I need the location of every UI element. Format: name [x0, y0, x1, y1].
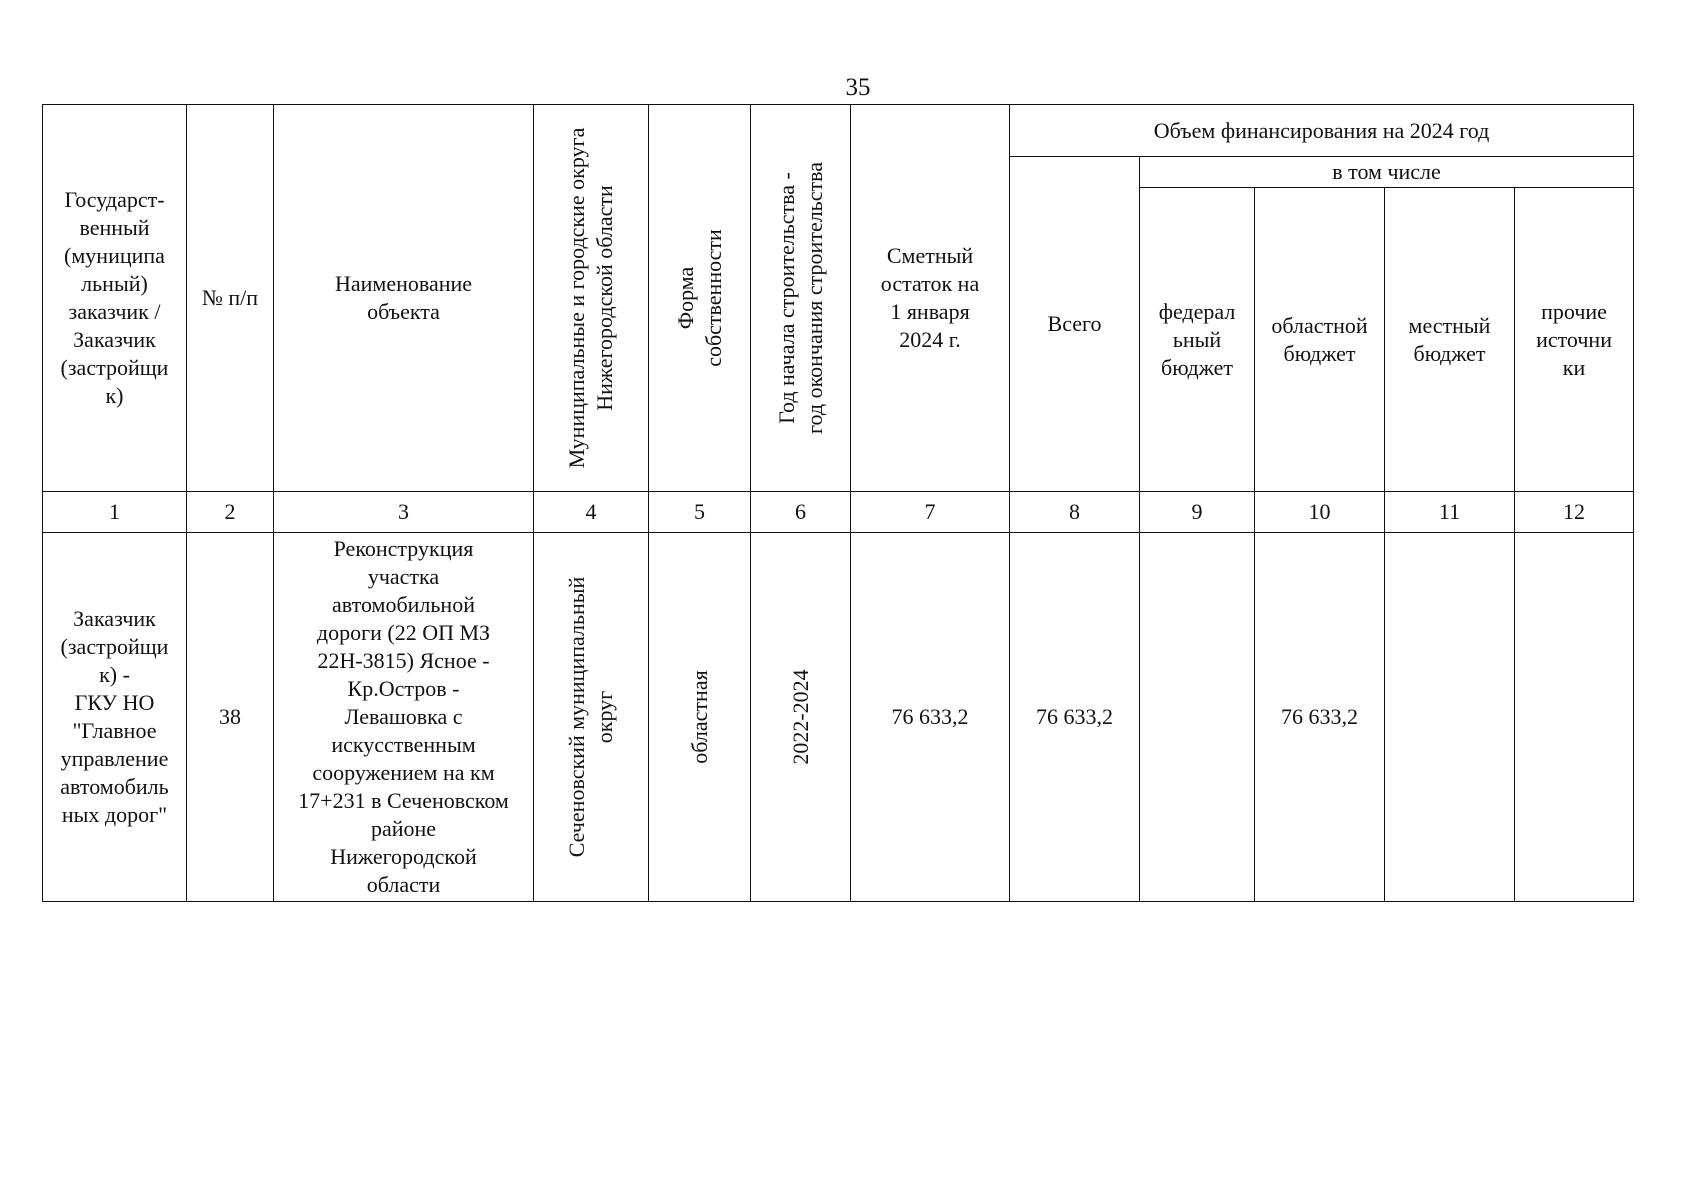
- column-number: 10: [1255, 492, 1385, 533]
- column-number: 6: [751, 492, 851, 533]
- column-number-row: [43, 492, 1634, 533]
- column-number: 3: [274, 492, 534, 533]
- row-regional: 76 633,2: [1255, 533, 1385, 902]
- header-total: Всего: [1010, 157, 1140, 492]
- row-local: [1385, 533, 1515, 902]
- header-row-1: [43, 105, 1634, 157]
- header-funding-group: Объем финансирования на 2024 год: [1010, 105, 1634, 157]
- header-including: в том числе: [1140, 157, 1634, 188]
- column-number: 5: [649, 492, 751, 533]
- header-regional: областной бюджет: [1255, 188, 1385, 492]
- table-row: [43, 533, 1634, 902]
- row-years: 2022-2024: [751, 533, 851, 902]
- row-federal: [1140, 533, 1255, 902]
- column-number: 7: [851, 492, 1010, 533]
- row-number: 38: [187, 533, 274, 902]
- row-total: 76 633,2: [1010, 533, 1140, 902]
- header-local: местный бюджет: [1385, 188, 1515, 492]
- header-years: Год начала строительства - год окончания строительства: [751, 105, 851, 492]
- row-estimate-balance: 76 633,2: [851, 533, 1010, 902]
- row-ownership: областная: [649, 533, 751, 902]
- column-number: 1: [43, 492, 187, 533]
- page-number: 35: [845, 74, 871, 101]
- header-estimate-balance: Сметный остаток на 1 января 2024 г.: [851, 105, 1010, 492]
- header-other: прочие источни ки: [1515, 188, 1634, 492]
- column-number: 11: [1385, 492, 1515, 533]
- column-number: 9: [1140, 492, 1255, 533]
- construction-funding-table: [42, 104, 1634, 902]
- header-number: № п/п: [187, 105, 274, 492]
- column-number: 4: [534, 492, 649, 533]
- row-object-name: Реконструкция участка автомобильной дороги (22 ОП МЗ 22Н-3815) Ясное - Кр.Остров - Левашовка с искусственным сооружением на км 17+231 в Сеченовском районе Нижегородской области: [274, 533, 534, 902]
- header-object-name: Наименование объекта: [274, 105, 534, 492]
- column-number: 12: [1515, 492, 1634, 533]
- header-municipality: Муниципальные и городские округа Нижегородской области: [534, 105, 649, 492]
- column-number: 8: [1010, 492, 1140, 533]
- row-other: [1515, 533, 1634, 902]
- header-federal: федерал ьный бюджет: [1140, 188, 1255, 492]
- row-municipality: Сеченовский муниципальный округ: [534, 533, 649, 902]
- column-number: 2: [187, 492, 274, 533]
- header-ownership: Форма собственности: [649, 105, 751, 492]
- row-customer: Заказчик (застройщи к) - ГКУ НО "Главное управление автомобиль ных дорог": [43, 533, 187, 902]
- header-customer: Государст- венный (муниципа льный) заказчик / Заказчик (застройщи к): [43, 105, 187, 492]
